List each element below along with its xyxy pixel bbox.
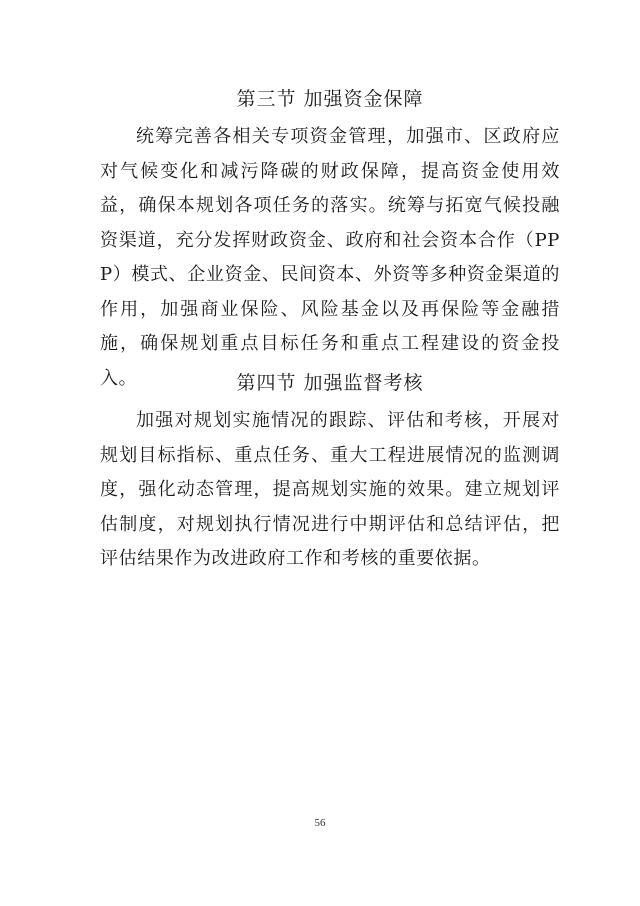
section-paragraph: 加强对规划实施情况的跟踪、评估和考核，开展对规划目标指标、重点任务、重大工程进展情况的监测调度，强化动态管理，提高规划实施的效果。建立规划评估制度，对规划执行情况进行中期评估和总结评估，把评估结果作为改进政府工作和考核的重要依据。	[100, 410, 560, 569]
section-heading: 第四节 加强监督考核	[236, 372, 424, 394]
section-supervision-assessment	[100, 368, 560, 577]
section-funding-guarantee	[100, 84, 560, 396]
page-number: 56	[314, 817, 326, 829]
section-heading: 第三节 加强资金保障	[236, 88, 424, 110]
section-paragraph: 统筹完善各相关专项资金管理，加强市、区政府应对气候变化和减污降碳的财政保障，提高资金使用效益，确保本规划各项任务的落实。统筹与拓宽气候投融资渠道，充分发挥财政资金、政府和社会资本合作（PPP）模式、企业资金、民间资本、外资等多种资金渠道的作用，加强商业保险、风险基金以及再保险等金融措施，确保规划重点目标任务和重点工程建设的资金投入。	[100, 126, 560, 389]
